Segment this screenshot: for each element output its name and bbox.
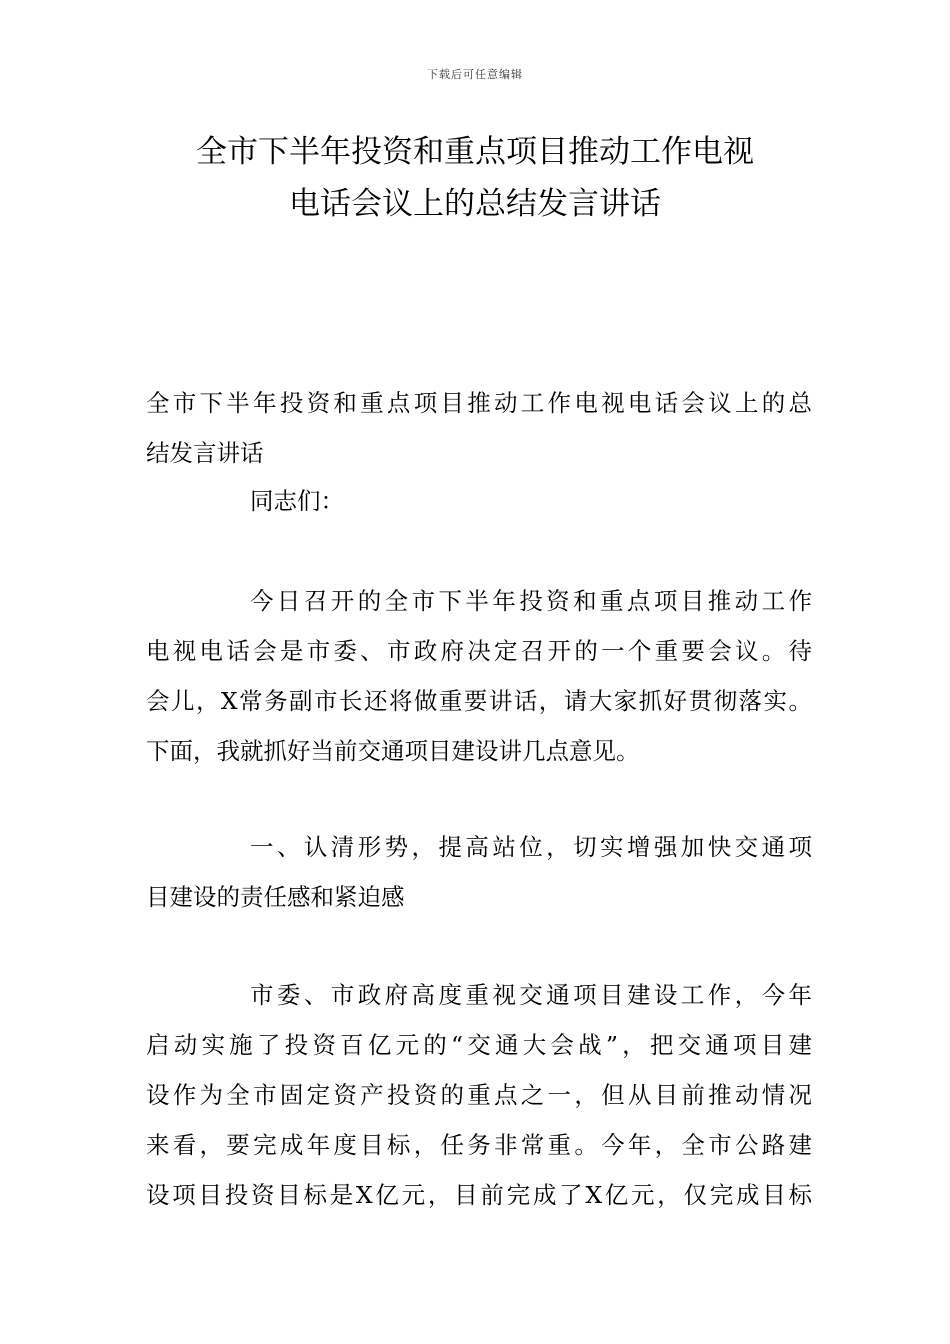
document-title-line-2: 电话会议上的总结发言讲话 xyxy=(289,186,661,222)
section-heading-1-line-2: 目建设的责任感和紧迫感 xyxy=(146,883,405,911)
paragraph-1-line-3: 会儿，X常务副市长还将做重要讲话，请大家抓好贯彻落实。 xyxy=(146,687,812,715)
paragraph-2 xyxy=(146,970,812,1220)
greeting-text: 同志们： xyxy=(250,487,344,515)
header-note: 下载后可任意编辑 xyxy=(427,68,523,81)
paragraph-1-line-2: 电视电话会是市委、市政府决定召开的一个重要会议。待 xyxy=(146,637,812,665)
paragraph-2-line-3: 设作为全市固定资产投资的重点之一，但从目前推动情况 xyxy=(146,1081,812,1109)
document-title xyxy=(0,126,950,230)
document-title-line-1: 全市下半年投资和重点项目推动工作电视 xyxy=(196,134,754,170)
subtitle-line-1: 全市下半年投资和重点项目推动工作电视电话会议上的总 xyxy=(146,389,812,417)
subtitle-line-2: 结发言讲话 xyxy=(146,439,264,467)
paragraph-1-line-1: 今日召开的全市下半年投资和重点项目推动工作 xyxy=(250,587,812,615)
paragraph-2-line-4: 来看，要完成年度目标，任务非常重。今年，全市公路建 xyxy=(146,1131,812,1159)
section-heading-1 xyxy=(146,822,812,922)
paragraph-1-line-4: 下面，我就抓好当前交通项目建设讲几点意见。 xyxy=(146,737,640,765)
paragraph-2-line-1: 市委、市政府高度重视交通项目建设工作，今年 xyxy=(250,981,812,1009)
section-heading-1-line-1: 一、认清形势，提高站位，切实增强加快交通项 xyxy=(250,833,812,861)
paragraph-2-line-2: 启动实施了投资百亿元的“交通大会战”，把交通项目建 xyxy=(146,1031,812,1059)
paragraph-2-line-5: 设项目投资目标是X亿元，目前完成了X亿元，仅完成目标 xyxy=(146,1181,812,1209)
paragraph-1 xyxy=(146,576,812,776)
document-subtitle xyxy=(146,378,812,478)
greeting xyxy=(146,476,812,526)
